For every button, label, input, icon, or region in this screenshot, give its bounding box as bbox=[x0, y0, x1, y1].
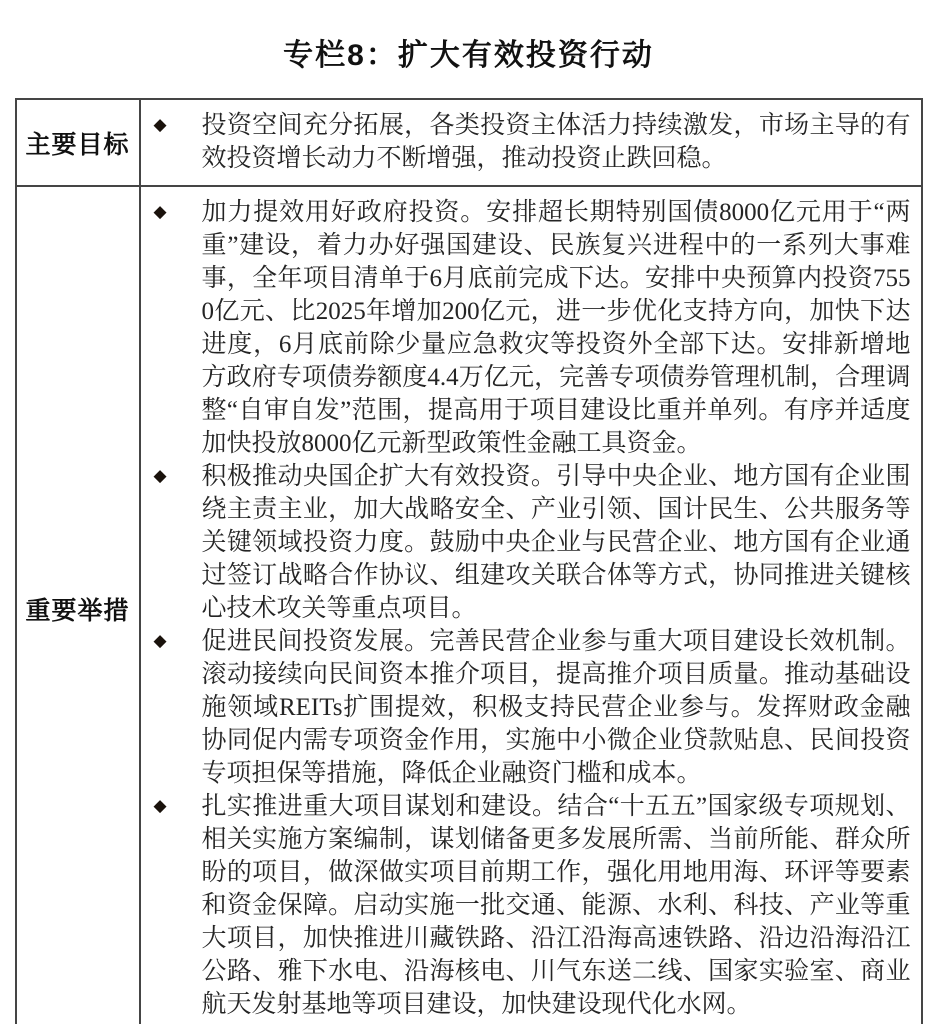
bullet-text: 扎实推进重大项目谋划和建设。结合“十五五”国家级专项规划、相关实施方案编制，谋划储备更多发展所需、当前所能、群众所盼的项目，做深做实项目前期工作，强化用地用海、环评等要素和资金保障。启动实施一批交通、能源、水利、科技、产业等重大项目，加快推进川藏铁路、沿江沿海高速铁路、沿边沿海沿江公路、雅下水电、沿海核电、川气东送二线、国家实验室、商业航天发射基地等项目建设，加快建设现代化水网。 bbox=[201, 793, 911, 1018]
bullet-text: 积极推动央国企扩大有效投资。引导中央企业、地方国有企业围绕主责主业，加大战略安全、产业引领、国计民生、公共服务等关键领域投资力度。鼓励中央企业与民营企业、地方国有企业通过签订战略合作协议、组建攻关联合体等方式，协同推进关键核心技术攻关等重点项目。 bbox=[201, 463, 911, 622]
bullet-item bbox=[151, 109, 911, 175]
row-label-cell bbox=[16, 186, 140, 1024]
bullet-item bbox=[151, 196, 911, 460]
bullet-text: 促进民间投资发展。完善民营企业参与重大项目建设长效机制。滚动接续向民间资本推介项目，提高推介项目质量。推动基础设施领域REITs扩围提效，积极支持民营企业参与。发挥财政金融协同促内需专项资金作用，实施中小微企业贷款贴息、民间投资专项担保等措施，降低企业融资门槛和成本。 bbox=[201, 628, 911, 787]
row-content-cell bbox=[140, 99, 922, 186]
row-label-main-goals: 主要目标 bbox=[25, 130, 130, 159]
bullet-item bbox=[151, 790, 911, 1021]
bullet-item bbox=[151, 460, 911, 625]
bullet-item bbox=[151, 625, 911, 790]
bullet-text: 投资空间充分拓展，各类投资主体活力持续激发，市场主导的有效投资增长动力不断增强，推动投资止跌回稳。 bbox=[201, 112, 911, 172]
row-label-key-measures: 重要举措 bbox=[25, 597, 130, 625]
row-label-cell bbox=[16, 99, 140, 186]
row-content-cell bbox=[140, 186, 922, 1024]
box-table bbox=[15, 98, 923, 1024]
diamond-bullet-icon: ◆ bbox=[153, 796, 167, 816]
bullet-text: 加力提效用好政府投资。安排超长期特别国债8000亿元用于“两重”建设，着力办好强国建设、民族复兴进程中的一系列大事难事，全年项目清单于6月底前完成下达。安排中央预算内投资7550亿元、比2025年增加200亿元，进一步优化支持方向，加快下达进度，6月底前除少量应急救灾等投资外全部下达。安排新增地方政府专项债券额度4.4万亿元，完善专项债券管理机制，合理调整“自审自发”范围，提高用于项目建设比重并单列。有序并适度加快投放8000亿元新型政策性金融工具资金。 bbox=[201, 199, 911, 457]
diamond-bullet-icon: ◆ bbox=[153, 631, 167, 651]
diamond-bullet-icon: ◆ bbox=[153, 202, 167, 222]
table-row-key-measures bbox=[16, 186, 922, 1024]
diamond-bullet-icon: ◆ bbox=[153, 466, 167, 486]
box-title: 专栏8：扩大有效投资行动 bbox=[283, 39, 654, 72]
table-row-main-goals bbox=[16, 99, 922, 186]
diamond-bullet-icon: ◆ bbox=[153, 115, 167, 135]
